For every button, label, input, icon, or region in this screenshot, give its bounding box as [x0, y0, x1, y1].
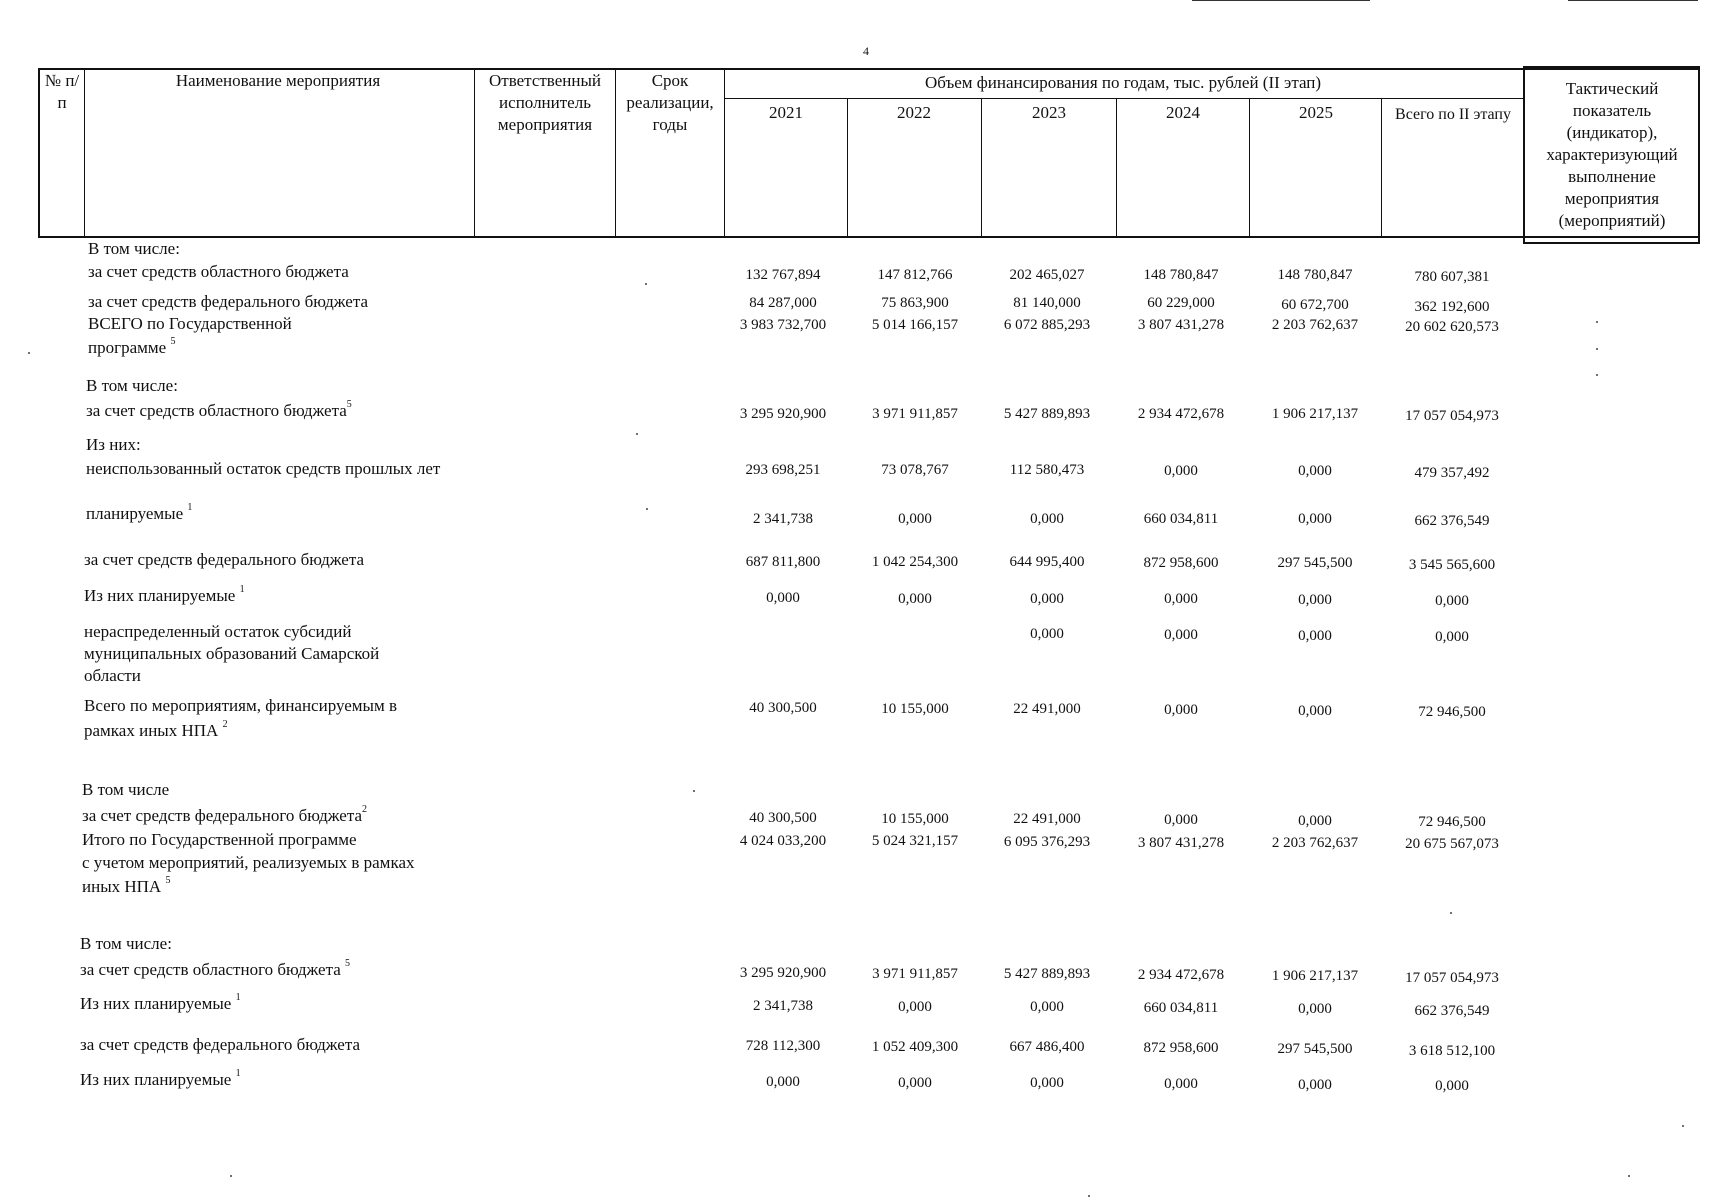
row-label: [86, 503, 192, 525]
value-2021: 728 112,300: [745, 1038, 821, 1054]
header-divider: [981, 98, 982, 238]
row-label: нераспределенный остаток субсидий: [84, 622, 352, 641]
value-total: 362 192,600: [1414, 299, 1490, 315]
value-total: 17 057 054,973: [1405, 970, 1499, 986]
row-label-line2: [88, 337, 175, 359]
row-label: В том числе: [82, 780, 170, 799]
value-2023: 112 580,473: [1009, 462, 1085, 478]
scan-speck: [1596, 321, 1598, 323]
scan-speck: [1682, 1125, 1684, 1127]
value-2024: 3 807 431,278: [1137, 835, 1225, 851]
header-year-2025: 2025: [1299, 103, 1333, 122]
header-year-2022: 2022: [897, 103, 931, 122]
row-label-text: за счет средств федерального бюджета: [82, 806, 363, 825]
value-2025: 1 906 217,137: [1271, 406, 1359, 422]
top-rule-1: [1192, 0, 1370, 1]
value-2024: 0,000: [1164, 702, 1198, 718]
value-total: 0,000: [1435, 1078, 1469, 1094]
row-label: за счет средств федерального бюджета: [88, 292, 369, 311]
header-year-2023: 2023: [1032, 103, 1066, 122]
scan-speck: [1628, 1175, 1630, 1177]
value-2022: 0,000: [898, 511, 932, 527]
value-total: 0,000: [1435, 629, 1469, 645]
scan-speck: [693, 790, 695, 792]
value-2024: 0,000: [1164, 463, 1198, 479]
scan-speck: [645, 283, 647, 285]
value-2023: 667 486,400: [1009, 1039, 1085, 1055]
value-total: 662 376,549: [1414, 513, 1490, 529]
value-2022: 10 155,000: [881, 701, 949, 717]
value-2025: 2 203 762,637: [1271, 317, 1359, 333]
row-label-line2: с учетом мероприятий, реализуемых в рамках: [82, 853, 415, 872]
scan-speck: [1450, 912, 1452, 914]
row-label-text: иных НПА: [82, 877, 162, 896]
page-number: 4: [863, 44, 869, 58]
row-label: [80, 993, 241, 1015]
value-2023: 0,000: [1030, 511, 1064, 527]
value-2021: 0,000: [766, 590, 800, 606]
header-total: Всего по II этапу: [1395, 106, 1511, 123]
row-label: за счет средств федерального бюджета: [80, 1035, 361, 1054]
row-label-text: Из них планируемые: [80, 1070, 232, 1089]
row-label: за счет средств федерального бюджета: [84, 550, 365, 569]
value-2022: 0,000: [898, 999, 932, 1015]
value-total: 780 607,381: [1414, 269, 1490, 285]
row-label-text: программе: [88, 338, 167, 357]
row-label: [80, 959, 350, 981]
value-2024: 2 934 472,678: [1137, 406, 1225, 422]
value-2024: 2 934 472,678: [1137, 967, 1225, 983]
value-2025: 2 203 762,637: [1271, 835, 1359, 851]
value-total: 17 057 054,973: [1405, 408, 1499, 424]
row-label: [84, 585, 245, 607]
header-divider: [847, 98, 848, 238]
row-label: В том числе:: [88, 239, 180, 258]
header-year-2024: 2024: [1166, 103, 1200, 122]
value-2025: 0,000: [1298, 592, 1332, 608]
row-label-line3: области: [84, 666, 141, 685]
value-2022: 10 155,000: [881, 811, 949, 827]
header-divider: [1116, 98, 1117, 238]
value-2025: 0,000: [1298, 463, 1332, 479]
footnote-mark: 5: [170, 336, 176, 348]
scan-speck: [1596, 348, 1598, 350]
row-label-text: Из них планируемые: [84, 586, 236, 605]
value-2024: 0,000: [1164, 591, 1198, 607]
value-2022: 147 812,766: [877, 267, 953, 283]
value-2021: 293 698,251: [745, 462, 821, 478]
header-year-2021: 2021: [769, 103, 803, 122]
row-label: [80, 1069, 241, 1091]
value-2022: 0,000: [898, 1075, 932, 1091]
value-2025: 60 672,700: [1281, 297, 1349, 313]
value-2023: 0,000: [1030, 591, 1064, 607]
value-2021: 4 024 033,200: [739, 833, 827, 849]
value-2023: 81 140,000: [1013, 295, 1081, 311]
row-label: [82, 805, 367, 827]
table-header: [38, 68, 1700, 238]
value-2025: 0,000: [1298, 1001, 1332, 1017]
footnote-mark: 5: [345, 958, 351, 970]
row-label-text: за счет средств областного бюджета: [80, 960, 341, 979]
value-total: 20 602 620,573: [1405, 319, 1499, 335]
value-2025: 297 545,500: [1277, 1041, 1353, 1057]
value-2023: 0,000: [1030, 626, 1064, 642]
scan-speck: [646, 508, 648, 510]
value-2022: 0,000: [898, 591, 932, 607]
footnote-mark: 1: [187, 502, 193, 514]
value-total: 662 376,549: [1414, 1003, 1490, 1019]
row-label: В том числе:: [86, 376, 178, 395]
value-2024: 872 958,600: [1143, 1040, 1219, 1056]
value-2021: 40 300,500: [749, 700, 817, 716]
scan-speck: [636, 433, 638, 435]
value-2025: 0,000: [1298, 1077, 1332, 1093]
header-divider: [474, 68, 475, 238]
footnote-mark: 1: [239, 584, 245, 596]
value-2022: 1 042 254,300: [871, 554, 959, 570]
top-rule-2: [1568, 0, 1698, 1]
value-total: 3 618 512,100: [1408, 1043, 1496, 1059]
footnote-mark: 2: [222, 719, 228, 731]
value-2022: 1 052 409,300: [871, 1039, 959, 1055]
value-2024: 0,000: [1164, 627, 1198, 643]
header-num: № п/п: [44, 71, 80, 112]
value-2021: 132 767,894: [745, 267, 821, 283]
value-2022: 5 014 166,157: [871, 317, 959, 333]
footnote-mark: 1: [235, 1068, 241, 1080]
row-label: Из них:: [86, 435, 141, 454]
value-total: 0,000: [1435, 593, 1469, 609]
header-divider: [1249, 98, 1250, 238]
header-divider: [724, 68, 725, 238]
value-2025: 148 780,847: [1277, 267, 1353, 283]
value-2021: 3 983 732,700: [739, 317, 827, 333]
header-indicator: Тактический показатель (индикатор), характеризующий выполнение мероприятия (мероприятий): [1546, 79, 1678, 230]
row-label-text: за счет средств областного бюджета: [86, 401, 347, 420]
value-2022: 5 024 321,157: [871, 833, 959, 849]
row-label: Итого по Государственной программе: [82, 830, 357, 849]
value-2022: 73 078,767: [881, 462, 949, 478]
value-2021: 3 295 920,900: [739, 965, 827, 981]
value-2021: 84 287,000: [749, 295, 817, 311]
value-2023: 22 491,000: [1013, 701, 1081, 717]
header-divider: [84, 68, 85, 238]
value-2023: 0,000: [1030, 999, 1064, 1015]
scan-speck: [1088, 1195, 1090, 1197]
value-2023: 6 095 376,293: [1003, 834, 1091, 850]
value-2025: 1 906 217,137: [1271, 968, 1359, 984]
row-label-text: рамках иных НПА: [84, 721, 219, 740]
scan-speck: [230, 1175, 232, 1177]
value-2021: 0,000: [766, 1074, 800, 1090]
value-2024: 60 229,000: [1147, 295, 1215, 311]
header-term: Срок реализации, годы: [626, 71, 714, 134]
row-label: ВСЕГО по Государственной: [88, 314, 292, 333]
value-2024: 3 807 431,278: [1137, 317, 1225, 333]
value-2024: 872 958,600: [1143, 555, 1219, 571]
value-2021: 3 295 920,900: [739, 406, 827, 422]
footnote-mark: 2: [362, 804, 368, 816]
value-2021: 2 341,738: [753, 511, 813, 527]
header-divider: [1381, 98, 1382, 238]
value-2023: 644 995,400: [1009, 554, 1085, 570]
scan-speck: [28, 352, 30, 354]
value-2024: 148 780,847: [1143, 267, 1219, 283]
footnote-mark: 1: [235, 992, 241, 1004]
row-label: В том числе:: [80, 934, 172, 953]
value-2022: 3 971 911,857: [872, 966, 958, 982]
value-2025: 0,000: [1298, 813, 1332, 829]
row-label-text: планируемые: [86, 504, 184, 523]
value-2023: 202 465,027: [1009, 267, 1085, 283]
value-2021: 40 300,500: [749, 810, 817, 826]
value-2025: 0,000: [1298, 628, 1332, 644]
value-2022: 75 863,900: [881, 295, 949, 311]
row-label-line2: [84, 720, 228, 742]
row-label-line3: [82, 876, 170, 898]
value-2023: 0,000: [1030, 1075, 1064, 1091]
value-total: 20 675 567,073: [1405, 836, 1499, 852]
row-label: Всего по мероприятиям, финансируемым в: [84, 696, 398, 715]
value-total: 479 357,492: [1414, 465, 1490, 481]
value-2024: 0,000: [1164, 812, 1198, 828]
value-2023: 5 427 889,893: [1003, 966, 1091, 982]
value-2023: 6 072 885,293: [1003, 317, 1091, 333]
scan-speck: [1596, 374, 1598, 376]
header-funding-group: Объем финансирования по годам, тыс. рублей (II этап): [924, 73, 1322, 92]
value-total: 72 946,500: [1418, 704, 1486, 720]
row-label-line2: муниципальных образований Самарской: [84, 644, 380, 663]
value-2022: 3 971 911,857: [872, 406, 958, 422]
row-label: за счет средств областного бюджета: [88, 262, 349, 281]
row-label: неиспользованный остаток средств прошлых лет: [86, 459, 441, 478]
header-divider: [724, 98, 1523, 99]
row-label: [86, 400, 352, 422]
value-total: 72 946,500: [1418, 814, 1486, 830]
value-2023: 22 491,000: [1013, 811, 1081, 827]
value-2024: 660 034,811: [1143, 511, 1219, 527]
value-2025: 297 545,500: [1277, 555, 1353, 571]
row-label-text: Из них планируемые: [80, 994, 232, 1013]
value-2024: 660 034,811: [1143, 1000, 1219, 1016]
header-responsible: Ответственный исполнитель мероприятия: [489, 71, 601, 134]
footnote-mark: 5: [165, 875, 171, 887]
value-2021: 687 811,800: [745, 554, 821, 570]
header-name: Наименование мероприятия: [175, 71, 381, 90]
value-2023: 5 427 889,893: [1003, 406, 1091, 422]
value-total: 3 545 565,600: [1408, 557, 1496, 573]
value-2025: 0,000: [1298, 703, 1332, 719]
value-2025: 0,000: [1298, 511, 1332, 527]
value-2021: 2 341,738: [753, 998, 813, 1014]
value-2024: 0,000: [1164, 1076, 1198, 1092]
header-divider: [615, 68, 616, 238]
footnote-mark: 5: [346, 399, 352, 411]
